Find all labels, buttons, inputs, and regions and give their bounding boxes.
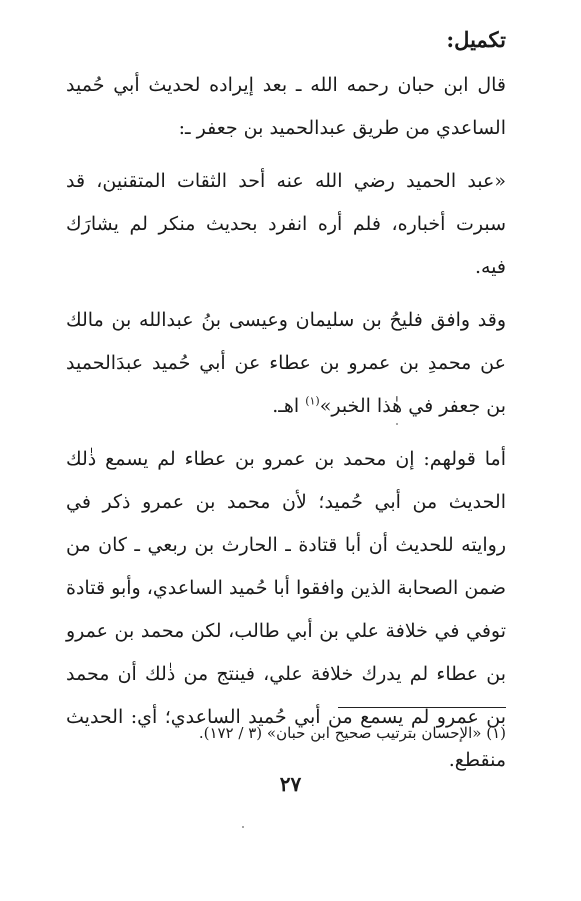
scan-speck: [242, 826, 244, 828]
footnote-reference: (١): [305, 394, 320, 408]
scan-speck: [396, 423, 398, 425]
paragraph-agreement-text: وقد وافق فليحُ بن سليمان وعيسى بنُ عبدالله بن مالك عن محمدِ بن عمرو بن عطاء عن أبي حُميد عبدَالحميد بن جعفر في هٰذا الخبر»: [66, 309, 506, 417]
paragraph-discussion: أما قولهم: إن محمد بن عمرو بن عطاء لم يسمع ذٰلك الحديث من أبي حُميد؛ لأن محمد بن عمرو ذكر في روايته للحديث أن أبا قتادة ـ الحارث بن ربعي ـ كان من ضمن الصحابة الذين وافقوا أبا حُميد الساعدي، وأبو قتادة توفي في خلافة علي بن أبي طالب، لكن محمد بن عمرو بن عطاء لم يدرك خلافة علي، فينتج من ذٰلك أن محمد بن عمرو لم يسمع من أبي حُميد الساعدي؛ أي: الحديث منقطع.: [66, 448, 506, 771]
footnote-divider: [338, 707, 506, 708]
footnote-text: (١) «الإحسان بترتيب صحيح ابن حبان» (٣ / ١٧٢).: [198, 724, 506, 742]
paragraph-intro: قال ابن حبان رحمه الله ـ بعد إيراده لحديث أبي حُميد الساعدي من طريق عبدالحميد بن جعفر ـ:: [66, 74, 506, 139]
section-heading: تكميل:: [446, 27, 506, 52]
paragraph-agreement-end: اهـ.: [272, 395, 306, 417]
page-number: ٢٧: [279, 772, 302, 796]
paragraph-quote: «عبد الحميد رضي الله عنه أحد الثقات المتقنين، قد سبرت أخباره، فلم أره انفرد بحديث منكر لم يشارَك فيه.: [66, 170, 506, 278]
page-body: [66, 18, 506, 792]
paragraph-agreement: [66, 299, 506, 428]
